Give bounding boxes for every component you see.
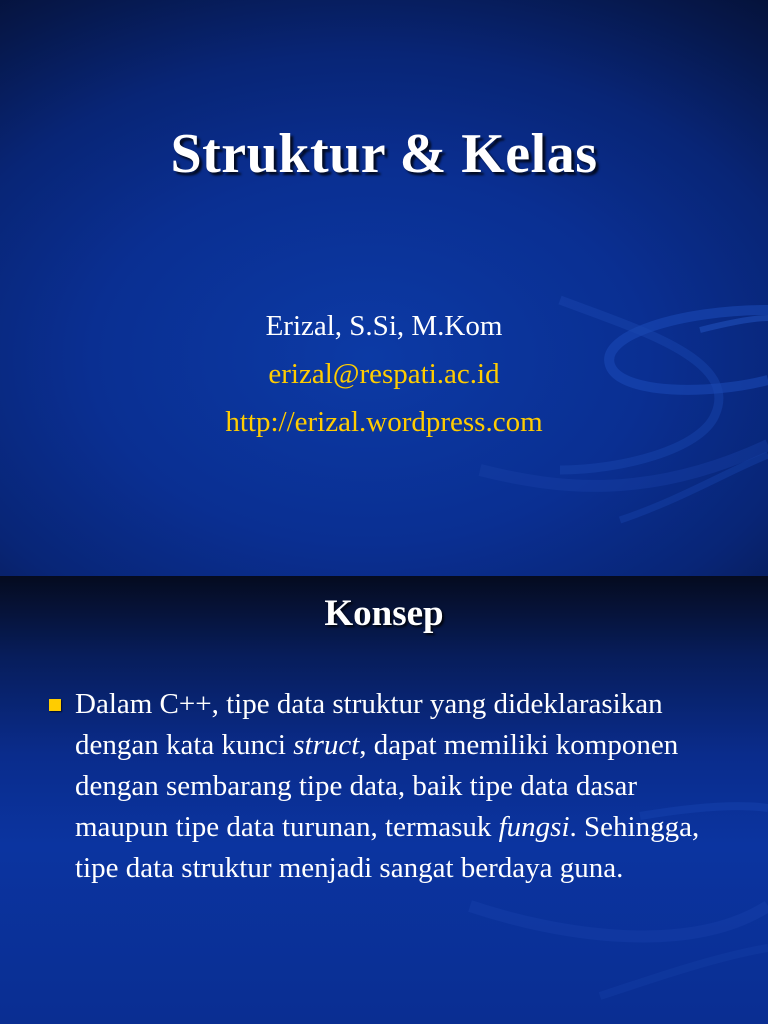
slide-title-text: Struktur & Kelas	[170, 123, 598, 185]
list-item	[47, 684, 707, 889]
author-url: http://erizal.wordpress.com	[225, 406, 543, 438]
bullet-text-part: . Sehingga, tipe data struktur menjadi sangat berdaya guna.	[75, 811, 700, 884]
slide-heading: Konsep	[324, 593, 444, 634]
bullet-text-part: Dalam C++, tipe data struktur yang dideklarasikan dengan kata kunci	[75, 688, 663, 761]
keyword-struct: struct	[293, 729, 360, 761]
author-name: Erizal, S.Si, M.Kom	[265, 310, 503, 342]
bullet-list	[47, 684, 707, 889]
author-email: erizal@respati.ac.id	[268, 358, 500, 390]
bullet-text-part: , dapat memiliki komponen dengan sembarang tipe data, baik tipe data dasar maupun tipe data turunan, termasuk	[75, 729, 679, 843]
slide-konsep	[0, 576, 768, 1024]
square-bullet-icon	[49, 699, 61, 711]
author-info	[0, 302, 768, 446]
keyword-fungsi: fungsi	[498, 811, 570, 843]
